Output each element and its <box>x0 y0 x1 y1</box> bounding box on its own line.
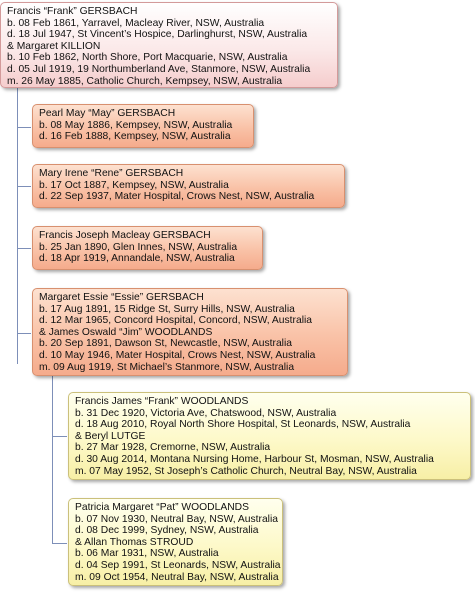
marriage-line: m. 26 May 1885, Catholic Church, Kempsey, NSW, Australia <box>7 75 283 87</box>
connector-to-frank-woodlands <box>52 436 67 437</box>
name-line: Francis Joseph Macleay GERSBACH <box>39 230 211 241</box>
name-line: Patricia Margaret “Pat” WOODLANDS <box>75 502 249 513</box>
spouse-name-line: & James Oswald “Jim” WOODLANDS <box>39 326 213 338</box>
connector-to-margaret-essie <box>17 333 31 334</box>
spouse-name-line: & Allan Thomas STROUD <box>75 536 194 548</box>
spouse-name-line: & Beryl LUTGE <box>75 430 146 442</box>
name-line: Francis James “Frank” WOODLANDS <box>75 396 249 407</box>
spouse-death-line: d. 10 May 1946, Mater Hospital, Crows Nest, NSW, Australia <box>39 349 316 361</box>
birth-line: b. 08 Feb 1861, Yarravel, Macleay River, NSW, Australia <box>7 17 265 29</box>
name-line: Margaret Essie “Essie” GERSBACH <box>39 292 204 303</box>
marriage-line: m. 09 Aug 1919, St Michael’s Stanmore, NSW, Australia <box>39 361 295 373</box>
spouse-birth-line: b. 20 Sep 1891, Dawson St, Newcastle, NSW, Australia <box>39 338 292 350</box>
death-line: d. 08 Dec 1999, Sydney, NSW, Australia <box>75 525 259 537</box>
birth-line: b. 07 Nov 1930, Neutral Bay, NSW, Australia <box>75 513 278 525</box>
death-line: d. 12 Mar 1965, Concord Hospital, Concord, NSW, Australia <box>39 315 312 327</box>
name-line: Pearl May “May” GERSBACH <box>39 108 176 119</box>
person-box-patricia-woodlands[interactable] <box>68 498 283 586</box>
marriage-line: m. 07 May 1952, St Joseph’s Catholic Church, Neutral Bay, NSW, Australia <box>75 465 417 477</box>
birth-line: b. 17 Aug 1891, 15 Ridge St, Surry Hills, NSW, Australia <box>39 303 295 315</box>
birth-line: b. 25 Jan 1890, Glen Innes, NSW, Australia <box>39 241 238 253</box>
death-line: d. 16 Feb 1888, Kempsey, NSW, Australia <box>39 131 231 143</box>
person-box-francis-frank-gersbach[interactable] <box>0 2 338 88</box>
death-line: d. 18 Aug 2010, Royal North Shore Hospital, St Leonards, NSW, Australia <box>75 419 411 431</box>
marriage-line: m. 09 Oct 1954, Neutral Bay, NSW, Australia <box>75 571 279 583</box>
birth-line: b. 08 May 1886, Kempsey, NSW, Australia <box>39 119 233 131</box>
connector-to-mary <box>17 186 31 187</box>
spouse-death-line: d. 30 Aug 2014, Montana Nursing Home, Harbour St, Mosman, NSW, Australia <box>75 453 434 465</box>
person-box-pearl-gersbach[interactable] <box>32 104 254 148</box>
spouse-name-line: & Margaret KILLION <box>7 40 101 52</box>
spouse-birth-line: b. 27 Mar 1928, Cremorne, NSW, Australia <box>75 442 271 454</box>
spouse-death-line: d. 04 Sep 1991, St Leonards, NSW, Australia <box>75 559 281 571</box>
spouse-birth-line: b. 06 Mar 1931, NSW, Australia <box>75 548 219 560</box>
spouse-birth-line: b. 10 Feb 1862, North Shore, Port Macquarie, NSW, Australia <box>7 52 288 64</box>
death-line: d. 18 Jul 1947, St Vincent’s Hospice, Darlinghurst, NSW, Australia <box>7 29 308 41</box>
death-line: d. 22 Sep 1937, Mater Hospital, Crows Nest, NSW, Australia <box>39 191 315 203</box>
name-line: Francis “Frank” GERSBACH <box>7 6 138 17</box>
person-box-margaret-essie-gersbach[interactable] <box>32 288 348 376</box>
connector-to-patricia <box>52 543 67 544</box>
connector-to-pearl <box>17 127 31 128</box>
birth-line: b. 17 Oct 1887, Kempsey, NSW, Australia <box>39 179 229 191</box>
person-box-mary-gersbach[interactable] <box>32 164 345 208</box>
spouse-death-line: d. 05 Jul 1919, 19 Northumberland Ave, Stanmore, NSW, Australia <box>7 63 311 75</box>
birth-line: b. 31 Dec 1920, Victoria Ave, Chatswood, NSW, Australia <box>75 407 337 419</box>
connector-to-francis-joseph <box>17 248 31 249</box>
person-box-francis-joseph-gersbach[interactable] <box>32 226 263 270</box>
name-line: Mary Irene “Rene” GERSBACH <box>39 168 184 179</box>
connector-root-children <box>17 88 18 364</box>
person-box-frank-woodlands[interactable] <box>68 392 471 480</box>
connector-essie-children <box>52 375 53 544</box>
death-line: d. 18 Apr 1919, Annandale, NSW, Australia <box>39 253 235 265</box>
